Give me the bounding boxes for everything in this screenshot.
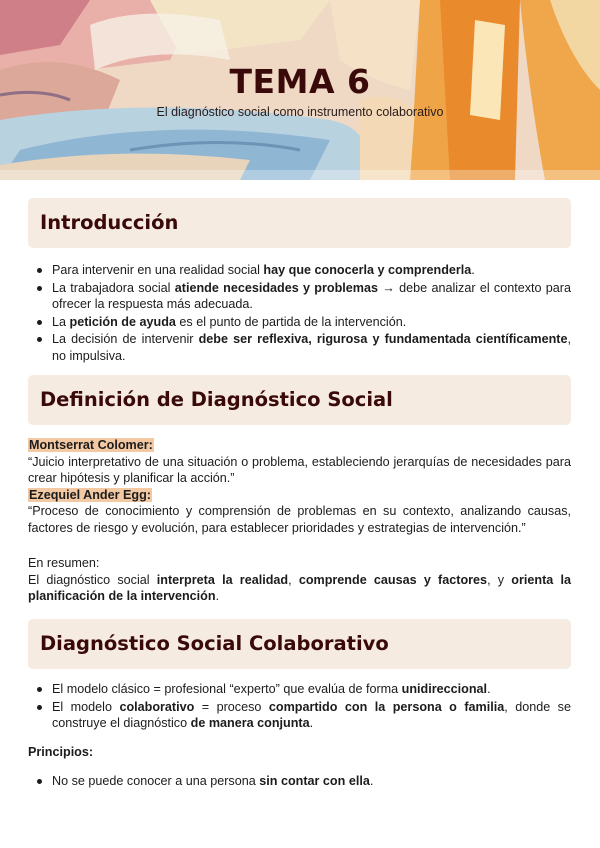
section-header-definicion bbox=[28, 375, 571, 425]
list-item: El modelo clásico = profesional “experto” que evalúa de forma unidireccional. bbox=[28, 681, 571, 698]
page-subtitle: El diagnóstico social como instrumento colaborativo bbox=[156, 105, 444, 119]
resumen-block bbox=[28, 555, 571, 605]
emphasis-text: interpreta la realidad bbox=[156, 572, 289, 587]
list-item: La petición de ayuda es el punto de partida de la intervención. bbox=[28, 314, 571, 331]
principios-bullet-list bbox=[28, 773, 571, 791]
list-item: El modelo colaborativo = proceso compartido con la persona o familia, donde se construye el diagnóstico de manera conjunta. bbox=[28, 699, 571, 732]
emphasis-text: de manera conjunta bbox=[190, 716, 310, 730]
resumen-text: El diagnóstico social interpreta la realidad, comprende causas y factores, y orienta la planificación de la intervención. bbox=[28, 572, 572, 603]
emphasis-text: comprende causas y factores bbox=[298, 572, 488, 587]
emphasis-text: sin contar con ella bbox=[259, 774, 370, 788]
section-header-intro bbox=[28, 198, 571, 248]
emphasis-text: debe ser reflexiva, rigurosa y fundamentada científicamente bbox=[198, 332, 568, 346]
page-title: TEMA 6 bbox=[229, 62, 371, 101]
principios-label-text: Principios: bbox=[28, 745, 94, 759]
header-painting bbox=[0, 0, 600, 180]
list-item: Para intervenir en una realidad social hay que conocerla y comprenderla. bbox=[28, 262, 571, 279]
section-heading-colaborativo: Diagnóstico Social Colaborativo bbox=[40, 632, 389, 655]
colaborativo-bullet-list bbox=[28, 681, 571, 733]
principios-label bbox=[28, 744, 571, 761]
list-item: La trabajadora social atiende necesidades y problemas → debe analizar el contexto para ofrecer la respuesta más adecuada. bbox=[28, 280, 571, 313]
emphasis-text: unidireccional bbox=[401, 682, 488, 696]
emphasis-text: compartido con la persona o familia bbox=[268, 699, 505, 714]
emphasis-text: atiende necesidades y problemas bbox=[174, 280, 378, 295]
list-item: No se puede conocer a una persona sin contar con ella. bbox=[28, 773, 571, 790]
section-header-colaborativo bbox=[28, 619, 571, 669]
emphasis-text: orienta la planificación de la intervención bbox=[28, 572, 572, 603]
resumen-label: En resumen: bbox=[28, 556, 100, 570]
definition-quote: “Proceso de conocimiento y comprensión de problemas en su contexto, analizando causas, factores de riesgo y evolución, para establecer prioridades y estrategias de intervención.” bbox=[28, 504, 571, 535]
author-label: Ezequiel Ander Egg: bbox=[29, 487, 151, 502]
section-heading-definicion: Definición de Diagnóstico Social bbox=[40, 388, 393, 411]
emphasis-text: colaborativo bbox=[119, 699, 195, 714]
emphasis-text: petición de ayuda bbox=[69, 314, 176, 329]
definition-quote: “Juicio interpretativo de una situación o problema, estableciendo jerarquías de necesidades para crear hipótesis y planificar la acción.” bbox=[28, 454, 571, 485]
section-heading-intro: Introducción bbox=[40, 211, 179, 234]
definitions-block bbox=[28, 437, 571, 536]
emphasis-text: hay que conocerla y comprenderla bbox=[263, 263, 472, 277]
intro-bullet-list bbox=[28, 262, 571, 365]
list-item: La decisión de intervenir debe ser reflexiva, rigurosa y fundamentada científicamente, no impulsiva. bbox=[28, 331, 571, 364]
author-label: Montserrat Colomer: bbox=[29, 438, 153, 452]
